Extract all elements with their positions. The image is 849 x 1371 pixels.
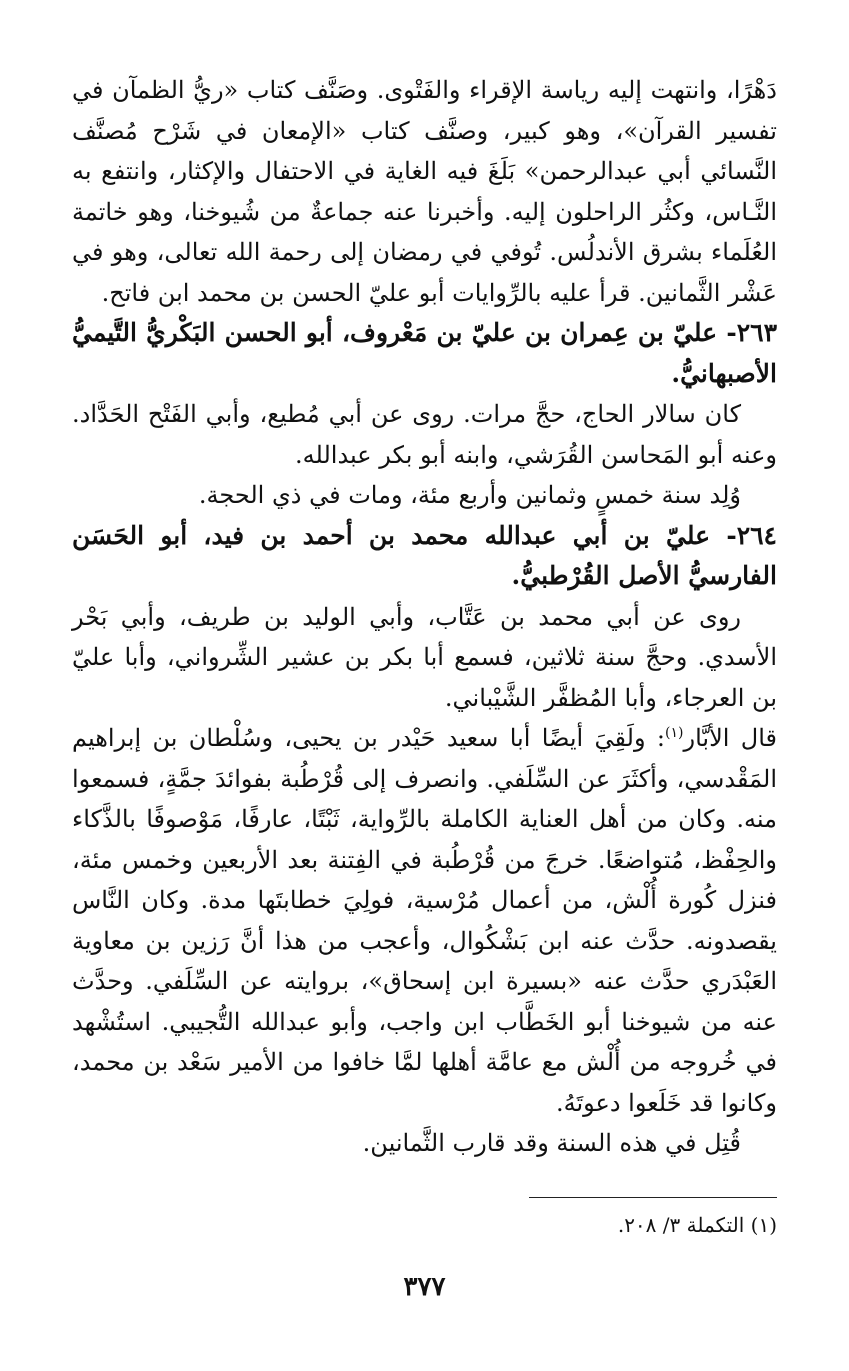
paragraph-264-narration: روى عن أبي محمد بن عَتَّاب، وأبي الوليد بن طريف، وأبي بَحْر الأسدي. وحجَّ سنة ثلاثين، فسمع أبا بكر بن عشير الشِّرواني، وأبا عليّ بن العرجاء، وأبا المُظفَّر الشَّيْباني.: [72, 602, 777, 712]
page-number: ٣٧٧: [403, 1272, 446, 1302]
entry-heading-263: ٢٦٣- عليّ بن عِمران بن عليّ بن مَعْروف، أبو الحسن البَكْريُّ التَّيميُّ الأصبهانيُّ.: [72, 318, 778, 388]
footnote-reference[interactable]: (١): [665, 725, 684, 741]
paragraph-264-abbar: [72, 718, 777, 1123]
paragraph-263-narration: كان سالار الحاج، حجَّ مرات. روى عن أبي مُطيع، وأبي الفَتْح الحَدَّاد. وعنه أبو المَحاسن القُرَشي، وابنه أبو بكر عبدالله.: [72, 400, 777, 469]
main-text: [72, 70, 777, 1164]
paragraph-intro: دَهْرًا، وانتهت إليه رياسة الإقراء والفَتْوى. وصَنَّف كتاب «ريُّ الظمآن في تفسير القرآن»، وهو كبير، وصنَّف كتاب «الإمعان في شَرْح مُصنَّف النَّسائي أبي عبدالرحمن» بَلَغَ فيه الغاية في الاحتفال والإكثار، وانتفع به النَّـاس، وكثُر الراحلون إليه. وأخبرنا عنه جماعةٌ من شُيوخنا، وهو خاتمة العُلَماء بشرق الأندلُس. تُوفي في رمضان إلى رحمة الله تعالى، وهو في عَشْر الثَّمانين. قرأ عليه بالرِّوايات أبو عليّ الحسن بن محمد ابن فاتح.: [72, 76, 777, 307]
paragraph-264-abbar-body: : ولَقِيَ أيضًا أبا سعيد حَيْدر بن يحيى، وسُلْطان بن إبراهيم المَقْدسي، وأكثَرَ عن السِّلَفي. وانصرف إلى قُرْطُبة بفوائدَ جمَّةٍ، فسمعوا منه. وكان من أهل العناية الكاملة بالرِّواية، ثَبْتًا، عارفًا، مَوْصوفًا بالذَّكاء والحِفْظ، مُتواضعًا. خرجَ من قُرْطُبة في الفِتنة بعد الأربعين وخمس مئة، فنزل كُورة أُلْش، من أعمال مُرْسية، فولِيَ خطابتَها مدة. وكان النَّاس يقصدونه. حدَّث عنه ابن بَشْكُوال، وأعجب من هذا أنَّ رَزين بن معاوية العَبْدَري حدَّث عنه «بسيرة ابن إسحاق»، بروايته عن السِّلَفي. وحدَّث عنه من شيوخنا أبو الخَطَّاب ابن واجب، وأبو عبدالله التُّجيبي. استُشْهد في خُروجه من أُلْش مع عامَّة أهلها لمَّا خافوا من الأمير سَعْد بن محمد، وكانوا قد خَلَعوا دعوتَهُ.: [72, 724, 777, 1117]
paragraph-264-death: قُتِل في هذه السنة وقد قارب الثَّمانين.: [362, 1129, 741, 1157]
footnote: (١) التكملة ٣/ ٢٠٨.: [617, 1213, 777, 1237]
entry-heading-264: ٢٦٤- عليّ بن أبي عبدالله محمد بن أحمد بن فيد، أبو الحَسَن الفارسيُّ الأصل القُرْطبيُّ.: [72, 520, 777, 590]
footnote-divider: [529, 1197, 777, 1198]
paragraph-263-dates: وُلِد سنة خمسٍ وثمانين وأربع مئة، ومات في ذي الحجة.: [198, 481, 741, 509]
paragraph-264-abbar-lead: قال الأبَّار: [683, 724, 777, 752]
